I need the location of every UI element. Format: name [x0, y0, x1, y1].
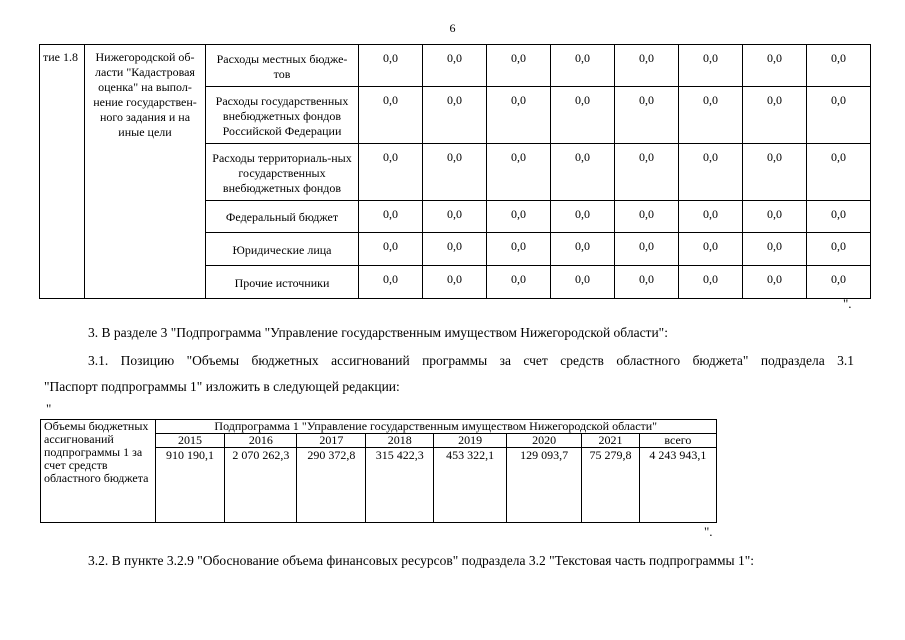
value-cell: 0,0 [487, 201, 551, 233]
value-cell: 0,0 [423, 233, 487, 266]
value-cell: 0,0 [615, 144, 679, 201]
opening-quote: " [46, 401, 52, 416]
value-cell: 0,0 [679, 45, 743, 87]
paragraph-3-1-line-1: 3.1. Позицию "Объемы бюджетных ассигнований программы за счет средств областного бюджета" подраздела 3.1 [88, 353, 854, 368]
value-cell: 0,0 [615, 233, 679, 266]
paragraph-3-2: 3.2. В пункте 3.2.9 "Обоснование объема финансовых ресурсов" подраздела 3.2 "Текстовая часть подпрограммы 1": [88, 553, 755, 568]
value-cell: 0,0 [807, 266, 871, 299]
value-cell: 0,0 [551, 233, 615, 266]
funding-source-cell: Юридические лица [206, 233, 359, 266]
value-cell: 0,0 [679, 266, 743, 299]
value-cell: 0,0 [679, 233, 743, 266]
value-cell: 0,0 [423, 201, 487, 233]
value-cell: 0,0 [487, 144, 551, 201]
value-cell: 0,0 [615, 201, 679, 233]
funding-source-cell: Расходы местных бюдже-тов [206, 45, 359, 87]
subprogram-header: Подпрограмма 1 "Управление государственным имуществом Нижегородской области" [155, 420, 717, 434]
value-cell: 0,0 [551, 87, 615, 144]
value-cell: 0,0 [487, 87, 551, 144]
value-cell: 0,0 [551, 45, 615, 87]
year-header-cell: 2016 [225, 434, 297, 448]
funding-source-cell: Расходы государственных внебюджетных фондов Российской Федерации [206, 87, 359, 144]
allocation-value-cell: 75 279,8 [582, 448, 640, 523]
value-cell: 0,0 [359, 201, 423, 233]
year-header-cell: всего [639, 434, 716, 448]
value-cell: 0,0 [743, 45, 807, 87]
year-header-cell: 2015 [155, 434, 225, 448]
page-number: 6 [449, 21, 456, 35]
budget-allocation-table [40, 419, 717, 523]
allocation-value-cell: 910 190,1 [155, 448, 225, 523]
value-cell: 0,0 [807, 144, 871, 201]
allocation-value-cell: 129 093,7 [507, 448, 582, 523]
closing-quote: ". [704, 524, 713, 539]
value-cell: 0,0 [487, 266, 551, 299]
funding-source-cell: Федеральный бюджет [206, 201, 359, 233]
value-cell: 0,0 [487, 233, 551, 266]
value-cell: 0,0 [359, 233, 423, 266]
year-header-cell: 2019 [434, 434, 507, 448]
value-cell: 0,0 [615, 45, 679, 87]
funding-sources-table [39, 44, 871, 299]
value-cell: 0,0 [487, 45, 551, 87]
paragraph-3-1-line-2: "Паспорт подпрограммы 1" изложить в следующей редакции: [44, 379, 400, 394]
value-cell: 0,0 [679, 144, 743, 201]
value-cell: 0,0 [743, 266, 807, 299]
value-cell: 0,0 [423, 87, 487, 144]
value-cell: 0,0 [551, 201, 615, 233]
value-cell: 0,0 [423, 266, 487, 299]
paragraph-section-3: 3. В разделе 3 "Подпрограмма "Управление государственным имуществом Нижегородской области": [88, 325, 668, 340]
value-cell: 0,0 [743, 144, 807, 201]
value-cell: 0,0 [679, 201, 743, 233]
value-cell: 0,0 [423, 45, 487, 87]
allocation-value-cell: 290 372,8 [297, 448, 366, 523]
value-cell: 0,0 [423, 144, 487, 201]
value-cell: 0,0 [359, 45, 423, 87]
closing-quote: ". [843, 296, 852, 311]
value-cell: 0,0 [743, 233, 807, 266]
value-cell: 0,0 [679, 87, 743, 144]
funding-source-cell: Расходы территориаль-ных государственных внебюджетных фондов [206, 144, 359, 201]
year-header-cell: 2017 [297, 434, 366, 448]
allocation-value-cell: 2 070 262,3 [225, 448, 297, 523]
value-cell: 0,0 [807, 233, 871, 266]
value-cell: 0,0 [807, 87, 871, 144]
allocation-value-cell: 453 322,1 [434, 448, 507, 523]
value-cell: 0,0 [743, 201, 807, 233]
value-cell: 0,0 [615, 87, 679, 144]
value-cell: 0,0 [359, 266, 423, 299]
allocation-label: Объемы бюджетных ассигнований подпрограммы 1 за счет средств областного бюджета [41, 420, 156, 523]
item-number-cell: тие 1.8 [40, 45, 85, 299]
value-cell: 0,0 [359, 87, 423, 144]
year-header-cell: 2018 [366, 434, 434, 448]
value-cell: 0,0 [743, 87, 807, 144]
value-cell: 0,0 [551, 266, 615, 299]
year-header-cell: 2021 [582, 434, 640, 448]
item-name-cell: Нижегородской об-ласти "Кадастровая оценка" на выпол-нение государствен-ного задания и на иные цели [85, 45, 206, 299]
allocation-value-cell: 315 422,3 [366, 448, 434, 523]
value-cell: 0,0 [807, 45, 871, 87]
value-cell: 0,0 [615, 266, 679, 299]
table-row [40, 45, 871, 87]
value-cell: 0,0 [359, 144, 423, 201]
year-header-cell: 2020 [507, 434, 582, 448]
value-cell: 0,0 [807, 201, 871, 233]
value-cell: 0,0 [551, 144, 615, 201]
allocation-value-cell: 4 243 943,1 [639, 448, 716, 523]
funding-source-cell: Прочие источники [206, 266, 359, 299]
